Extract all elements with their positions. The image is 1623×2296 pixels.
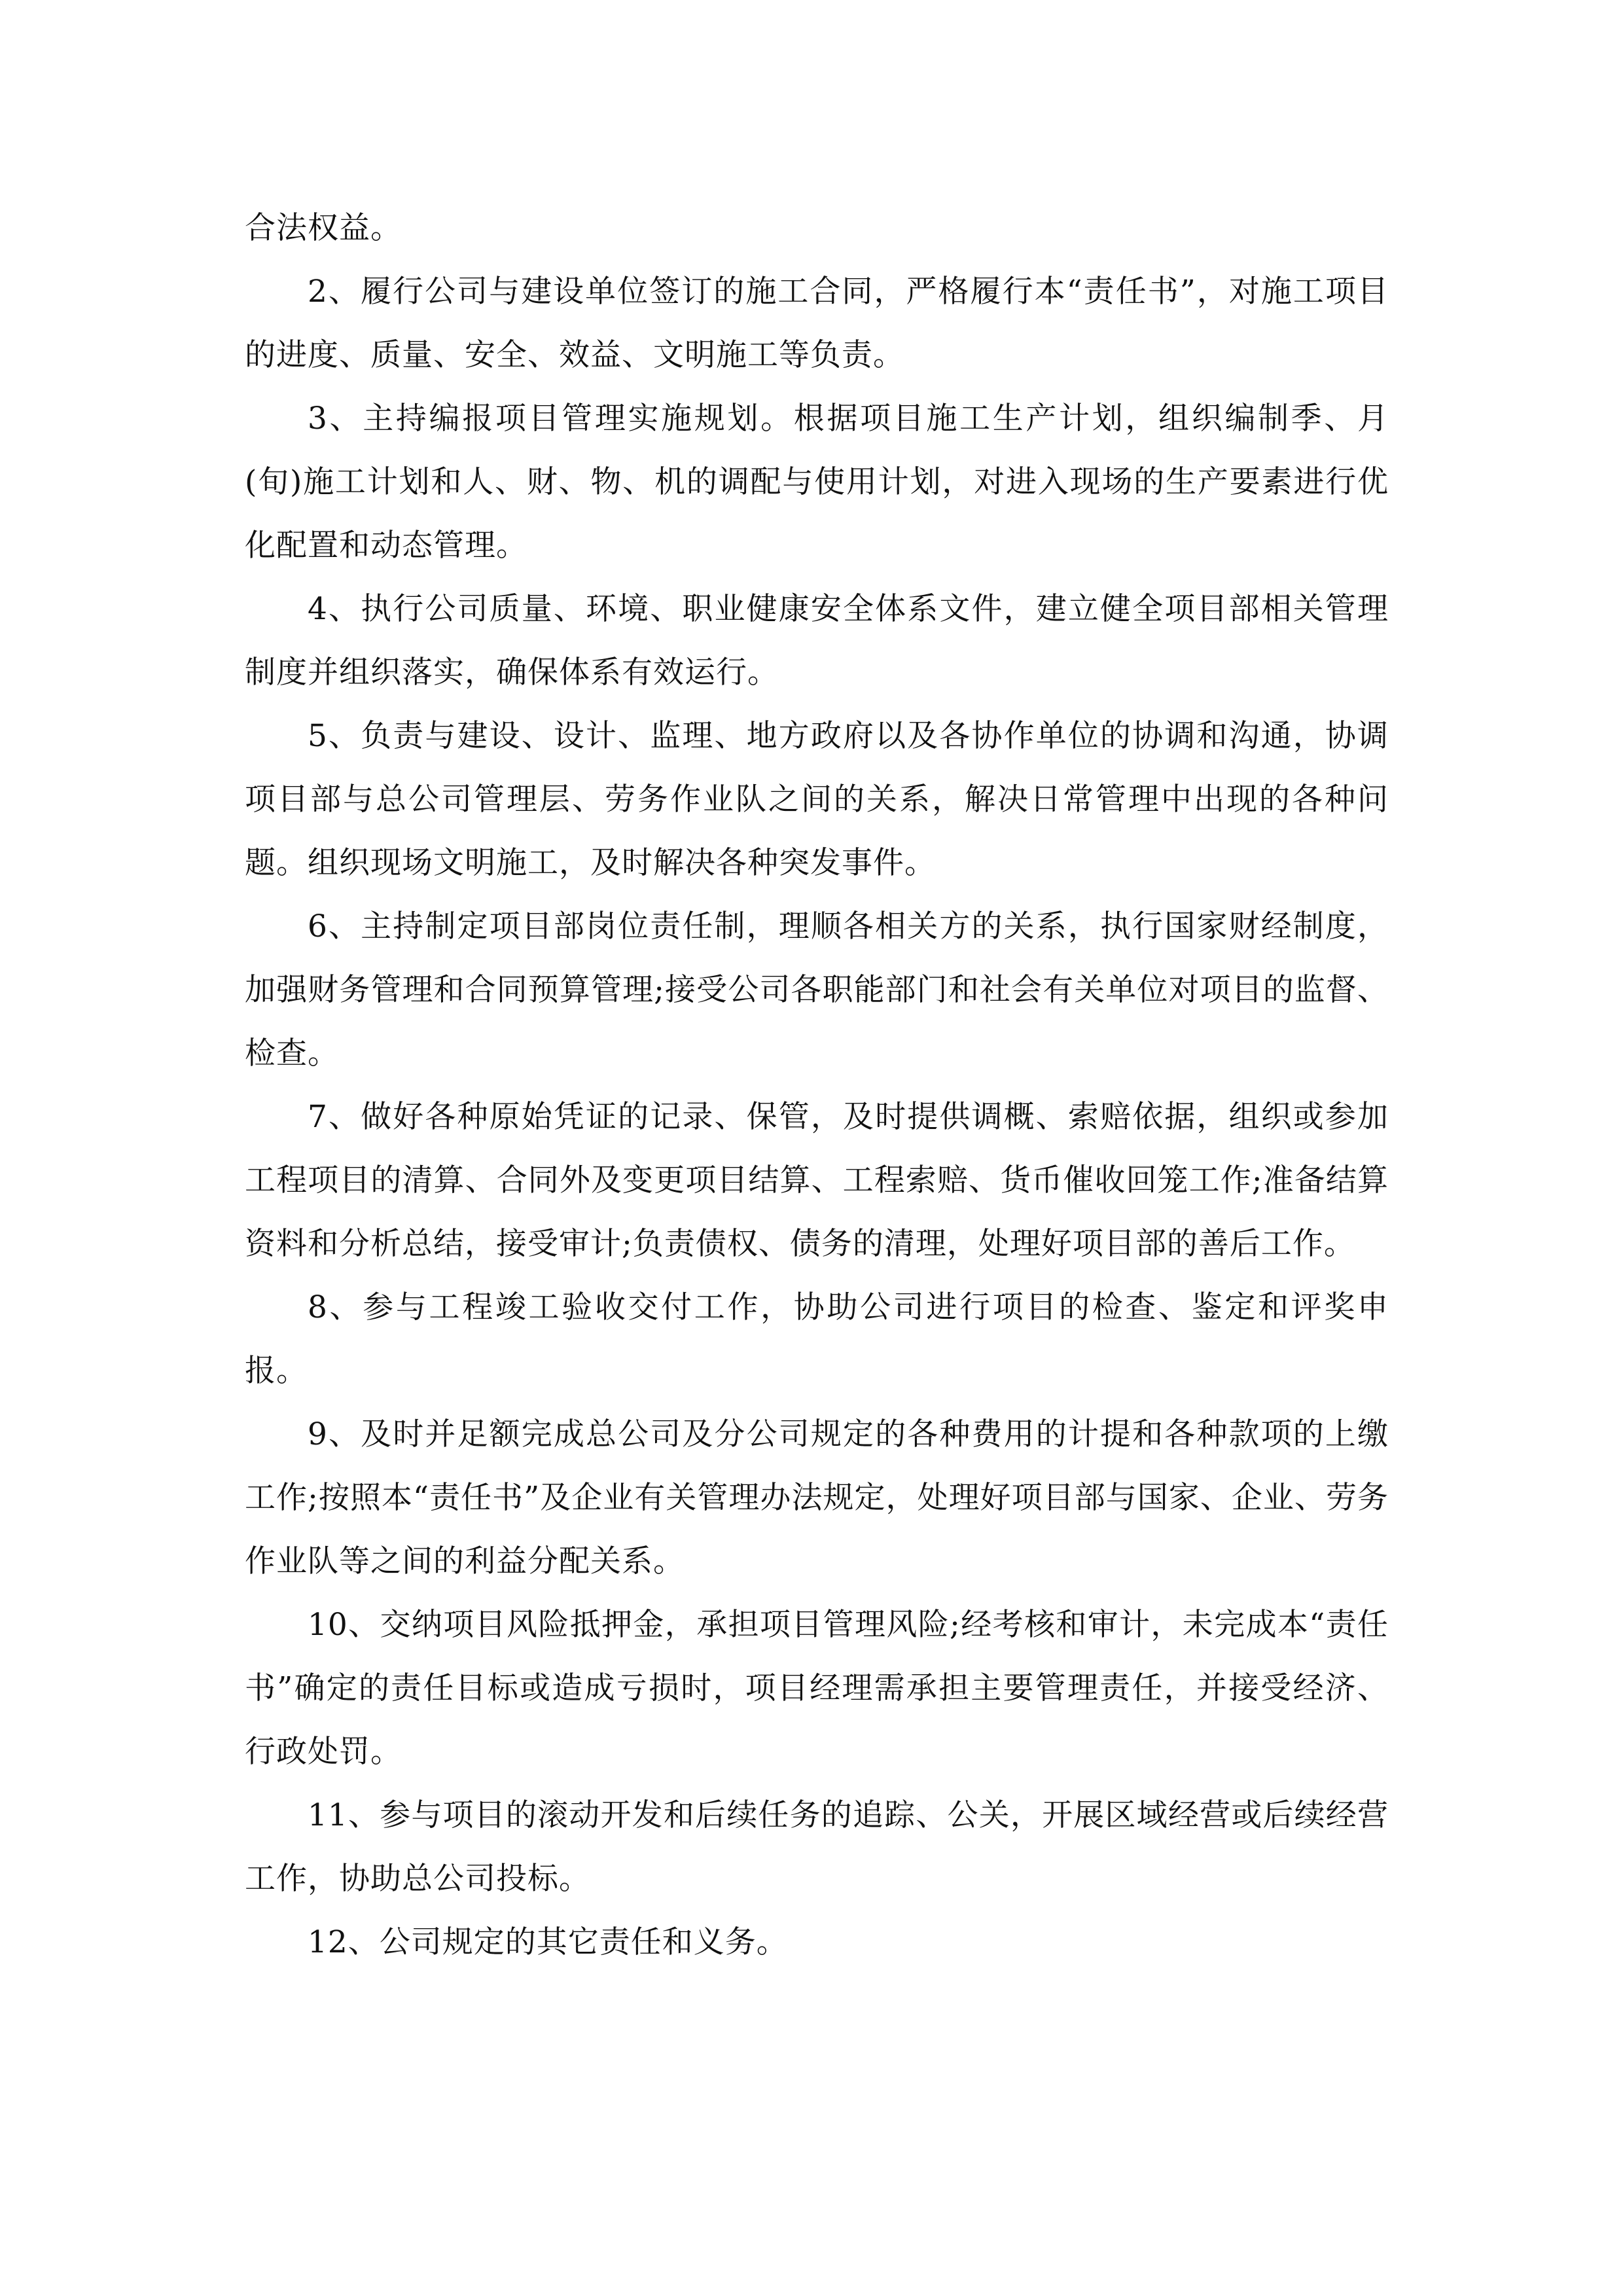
paragraph-item-9: 9、及时并足额完成总公司及分公司规定的各种费用的计提和各种款项的上缴工作;按照本“责任书”及企业有关管理办法规定，处理好项目部与国家、企业、劳务作业队等之间的利益分配关系。 [245, 1416, 1389, 1579]
document-body [245, 196, 1389, 1974]
paragraph-item-6: 6、主持制定项目部岗位责任制，理顺各相关方的关系，执行国家财经制度，加强财务管理和合同预算管理;接受公司各职能部门和社会有关单位对项目的监督、检查。 [245, 908, 1389, 1071]
paragraph-item-10: 10、交纳项目风险抵押金，承担项目管理风险;经考核和审计，未完成本“责任书”确定的责任目标或造成亏损时，项目经理需承担主要管理责任，并接受经济、行政处罚。 [245, 1607, 1389, 1770]
paragraph-item-11: 11、参与项目的滚动开发和后续任务的追踪、公关，开展区域经营或后续经营工作，协助总公司投标。 [245, 1797, 1389, 1897]
paragraph-item-8: 8、参与工程竣工验收交付工作，协助公司进行项目的检查、鉴定和评奖申报。 [245, 1289, 1389, 1389]
paragraph-item-7: 7、做好各种原始凭证的记录、保管，及时提供调概、索赔依据，组织或参加工程项目的清算、合同外及变更项目结算、工程索赔、货币催收回笼工作;准备结算资料和分析总结，接受审计;负责债权、债务的清理，处理好项目部的善后工作。 [245, 1099, 1389, 1262]
paragraph-continuation: 合法权益。 [245, 210, 402, 246]
paragraph-item-12: 12、公司规定的其它责任和义务。 [308, 1924, 788, 1960]
paragraph-item-2: 2、履行公司与建设单位签订的施工合同，严格履行本“责任书”，对施工项目的进度、质量、安全、效益、文明施工等负责。 [245, 274, 1389, 373]
paragraph-item-4: 4、执行公司质量、环境、职业健康安全体系文件，建立健全项目部相关管理制度并组织落实，确保体系有效运行。 [245, 591, 1389, 691]
paragraph-item-5: 5、负责与建设、设计、监理、地方政府以及各协作单位的协调和沟通，协调项目部与总公司管理层、劳务作业队之间的关系，解决日常管理中出现的各种问题。组织现场文明施工，及时解决各种突发事件。 [245, 718, 1389, 881]
paragraph-item-3: 3、主持编报项目管理实施规划。根据项目施工生产计划，组织编制季、月(旬)施工计划和人、财、物、机的调配与使用计划，对进入现场的生产要素进行优化配置和动态管理。 [245, 401, 1389, 564]
